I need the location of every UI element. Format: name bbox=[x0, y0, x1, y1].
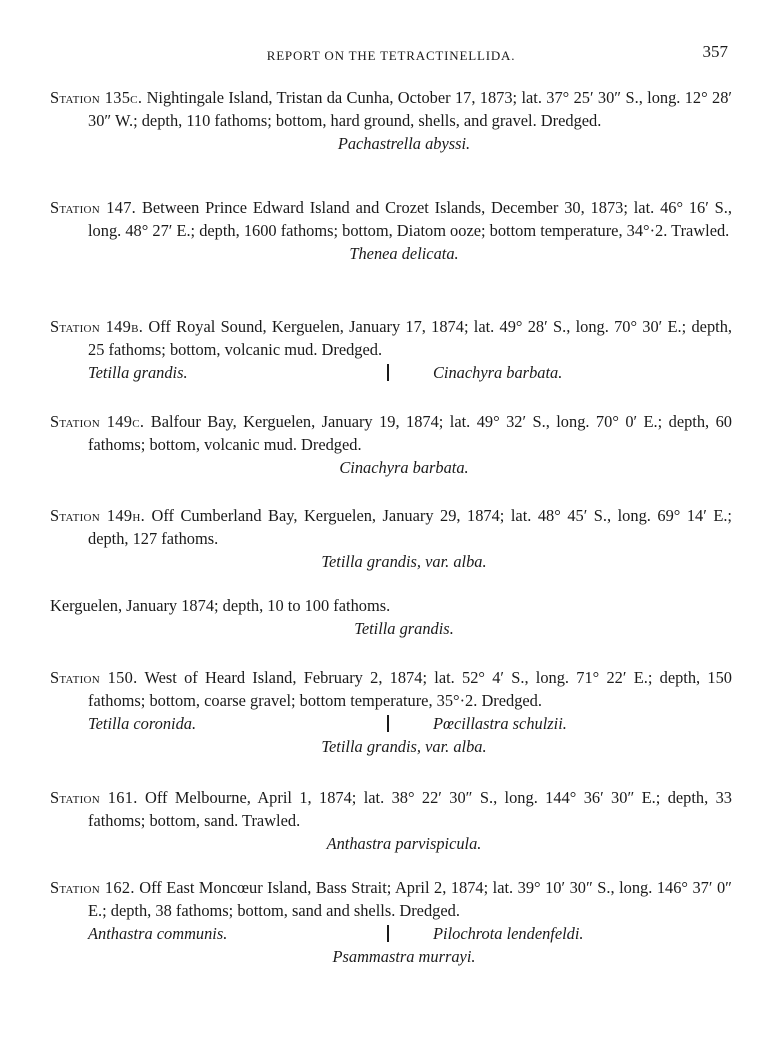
station-label: Station 149c. bbox=[50, 412, 145, 431]
station-description bbox=[50, 666, 732, 712]
species-name: Psammastra murrayi. bbox=[332, 947, 476, 966]
station-text: Off East Moncœur Island, Bass Strait; April 2, 1874; lat. 39° 10′ 30″ S., long. 146° 37′ 0″ E.; depth, 38 fathoms; bottom, sand and shells. Dredged. bbox=[88, 878, 732, 920]
station-entry bbox=[50, 666, 732, 758]
station-label: Station 150. bbox=[50, 668, 138, 687]
species-name: Thenea delicata. bbox=[349, 244, 459, 263]
station-label: Station 162. bbox=[50, 878, 135, 897]
species-pair bbox=[50, 361, 732, 384]
station-text: West of Heard Island, February 2, 1874; lat. 52° 4′ S., long. 71° 22′ E.; depth, 150 fathoms; bottom, coarse gravel; bottom temperature, 35°·2. Dredged. bbox=[88, 668, 732, 710]
species-name: Anthastra parvispicula. bbox=[326, 834, 482, 853]
station-label: Station 135c. bbox=[50, 88, 143, 107]
station-label: Station 149h. bbox=[50, 506, 145, 525]
station-label: Station 147. bbox=[50, 198, 137, 217]
station-entry bbox=[50, 86, 732, 155]
species-name: Cinachyra barbata. bbox=[433, 363, 563, 382]
column-separator bbox=[387, 364, 389, 381]
station-description bbox=[50, 786, 732, 832]
page-number: 357 bbox=[702, 42, 728, 61]
species-pair bbox=[50, 922, 732, 945]
station-text: Balfour Bay, Kerguelen, January 19, 1874; lat. 49° 32′ S., long. 70° 0′ E.; depth, 60 fathoms; bottom, volcanic mud. Dredged. bbox=[88, 412, 732, 454]
station-text: Off Royal Sound, Kerguelen, January 17, 1874; lat. 49° 28′ S., long. 70° 30′ E.; depth, 25 fathoms; bottom, volcanic mud. Dredged. bbox=[88, 317, 732, 359]
species-name: Tetilla grandis. bbox=[88, 363, 188, 382]
species-name: Tetilla coronida. bbox=[88, 714, 197, 733]
page-header bbox=[0, 44, 776, 68]
running-title: REPORT ON THE TETRACTINELLIDA. bbox=[266, 48, 516, 63]
station-description bbox=[50, 86, 732, 132]
species-name: Pœcillastra schulzii. bbox=[433, 714, 567, 733]
species-name: Cinachyra barbata. bbox=[339, 458, 469, 477]
station-label: Station 149b. bbox=[50, 317, 144, 336]
station-description bbox=[50, 594, 732, 617]
station-entry bbox=[50, 410, 732, 479]
species-pair bbox=[50, 712, 732, 735]
station-description bbox=[50, 410, 732, 456]
station-description bbox=[50, 315, 732, 361]
station-entry bbox=[50, 876, 732, 968]
station-entry bbox=[50, 315, 732, 384]
column-separator bbox=[387, 925, 389, 942]
station-entry bbox=[50, 504, 732, 573]
station-description bbox=[50, 876, 732, 922]
species-name: Pilochrota lendenfeldi. bbox=[433, 924, 584, 943]
station-text: Off Melbourne, April 1, 1874; lat. 38° 22′ 30″ S., long. 144° 36′ 30″ E.; depth, 33 fathoms; bottom, sand. Trawled. bbox=[88, 788, 732, 830]
station-text: Kerguelen, January 1874; depth, 10 to 100 fathoms. bbox=[50, 596, 391, 615]
station-text: Between Prince Edward Island and Crozet Islands, December 30, 1873; lat. 46° 16′ S., long. 48° 27′ E.; depth, 1600 fathoms; bottom, Diatom ooze; bottom temperature, 34°·2. Trawled. bbox=[88, 198, 732, 240]
station-entry bbox=[50, 196, 732, 265]
station-description bbox=[50, 504, 732, 550]
species-name: Tetilla grandis, var. alba. bbox=[321, 737, 487, 756]
station-text: Off Cumberland Bay, Kerguelen, January 29, 1874; lat. 48° 45′ S., long. 69° 14′ E.; depth, 127 fathoms. bbox=[88, 506, 732, 548]
station-description bbox=[50, 196, 732, 242]
station-text: Nightingale Island, Tristan da Cunha, October 17, 1873; lat. 37° 25′ 30″ S., long. 12° 28′ 30″ W.; depth, 110 fathoms; bottom, hard ground, shells, and gravel. Dredged. bbox=[88, 88, 733, 130]
species-name: Tetilla grandis. bbox=[354, 619, 454, 638]
species-name: Anthastra communis. bbox=[88, 924, 228, 943]
station-entry bbox=[50, 594, 732, 640]
column-separator bbox=[387, 715, 389, 732]
station-entry bbox=[50, 786, 732, 855]
species-name: Tetilla grandis, var. alba. bbox=[321, 552, 487, 571]
station-label: Station 161. bbox=[50, 788, 138, 807]
species-name: Pachastrella abyssi. bbox=[337, 134, 471, 153]
